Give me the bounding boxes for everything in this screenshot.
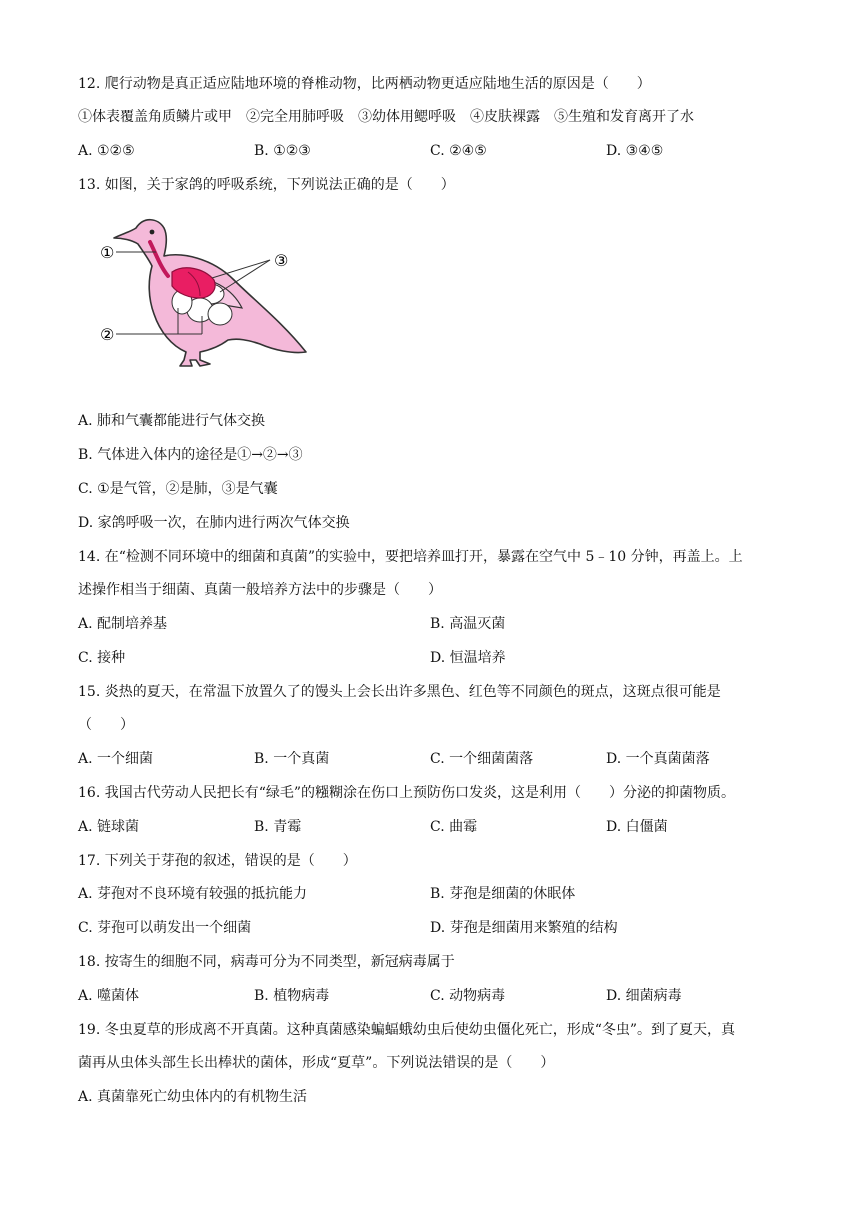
q17-option-a[interactable]: A. 芽孢对不良环境有较强的抵抗能力 xyxy=(78,886,308,902)
q15-option-c[interactable]: C. 一个细菌菌落 xyxy=(430,751,534,767)
q13-option-d[interactable]: D. 家鸽呼吸一次，在肺内进行两次气体交换 xyxy=(78,515,350,531)
q18-options xyxy=(78,986,782,1006)
q12-option-c[interactable]: C. ②④⑤ xyxy=(430,143,487,159)
figure-label-3: ③ xyxy=(274,251,289,270)
q17-options-row2 xyxy=(78,918,782,938)
q12-statements: ①体表覆盖角质鳞片或甲 ②完全用肺呼吸 ③幼体用鳃呼吸 ④皮肤裸露 ⑤生殖和发育离开了水 xyxy=(78,109,694,125)
q17-option-c[interactable]: C. 芽孢可以萌发出一个细菌 xyxy=(78,920,252,936)
q16-option-d[interactable]: D. 白僵菌 xyxy=(606,819,668,835)
q14-option-c[interactable]: C. 接种 xyxy=(78,650,126,666)
q12-option-a[interactable]: A. ①②⑤ xyxy=(78,143,135,159)
q17-option-b[interactable]: B. 芽孢是细菌的休眠体 xyxy=(430,886,576,902)
q19-stem-line2: 菌再从虫体头部生长出棒状的菌体，形成“夏草”。下列说法错误的是（ ） xyxy=(78,1055,555,1071)
q13-option-b[interactable]: B. 气体进入体内的途径是①→②→③ xyxy=(78,447,303,463)
q17-stem: 17. 下列关于芽孢的叙述，错误的是（ ） xyxy=(78,853,357,869)
q14-stem-line2: 述操作相当于细菌、真菌一般培养方法中的步骤是（ ） xyxy=(78,582,442,598)
q18-option-b[interactable]: B. 植物病毒 xyxy=(254,988,330,1004)
q16-stem: 16. 我国古代劳动人民把长有“绿毛”的糨糊涂在伤口上预防伤口发炎，这是利用（ ）分泌的抑菌物质。 xyxy=(78,785,736,801)
q14-stem-line1: 14. 在“检测不同环境中的细菌和真菌”的实验中，要把培养皿打开，暴露在空气中 5﹣10 分钟，再盖上。上 xyxy=(78,549,743,565)
q16-options xyxy=(78,817,782,837)
q13-option-c[interactable]: C. ①是气管，②是肺，③是气囊 xyxy=(78,481,278,497)
q18-option-d[interactable]: D. 细菌病毒 xyxy=(606,988,682,1004)
q16-option-a[interactable]: A. 链球菌 xyxy=(78,819,140,835)
q15-option-b[interactable]: B. 一个真菌 xyxy=(254,751,330,767)
q13-stem: 13. 如图，关于家鸽的呼吸系统，下列说法正确的是（ ） xyxy=(78,177,455,193)
q14-option-a[interactable]: A. 配制培养基 xyxy=(78,616,168,632)
q16-option-b[interactable]: B. 青霉 xyxy=(254,819,302,835)
q18-option-c[interactable]: C. 动物病毒 xyxy=(430,988,506,1004)
q15-option-a[interactable]: A. 一个细菌 xyxy=(78,751,154,767)
figure-label-2: ② xyxy=(100,325,115,344)
q19-option-a[interactable]: A. 真菌靠死亡幼虫体内的有机物生活 xyxy=(78,1089,308,1105)
figure-label-1: ① xyxy=(100,243,115,262)
q15-stem-line2: （ ） xyxy=(78,717,134,733)
q15-options xyxy=(78,749,782,769)
pigeon-respiratory-figure xyxy=(92,210,312,380)
q15-option-d[interactable]: D. 一个真菌菌落 xyxy=(606,751,710,767)
q12-option-b[interactable]: B. ①②③ xyxy=(254,143,311,159)
q14-option-d[interactable]: D. 恒温培养 xyxy=(430,650,506,666)
q14-options-row2 xyxy=(78,648,782,668)
q14-option-b[interactable]: B. 高温灭菌 xyxy=(430,616,506,632)
q16-option-c[interactable]: C. 曲霉 xyxy=(430,819,478,835)
q19-stem-line1: 19. 冬虫夏草的形成离不开真菌。这种真菌感染蝙蝠蛾幼虫后使幼虫僵化死亡，形成“冬虫”。到了夏天，真 xyxy=(78,1022,736,1038)
q12-stem: 12. 爬行动物是真正适应陆地环境的脊椎动物，比两栖动物更适应陆地生活的原因是（ ） xyxy=(78,76,651,92)
q17-option-d[interactable]: D. 芽孢是细菌用来繁殖的结构 xyxy=(430,920,618,936)
q18-stem: 18. 按寄生的细胞不同，病毒可分为不同类型，新冠病毒属于 xyxy=(78,954,455,970)
q17-options-row1 xyxy=(78,884,782,904)
q12-option-d[interactable]: D. ③④⑤ xyxy=(606,143,664,159)
q18-option-a[interactable]: A. 噬菌体 xyxy=(78,988,140,1004)
q13-option-a[interactable]: A. 肺和气囊都能进行气体交换 xyxy=(78,413,266,429)
q12-options xyxy=(78,141,782,161)
pigeon-icon xyxy=(92,210,312,380)
q14-options-row1 xyxy=(78,614,782,634)
q15-stem-line1: 15. 炎热的夏天，在常温下放置久了的馒头上会长出许多黑色、红色等不同颜色的斑点，这斑点很可能是 xyxy=(78,684,721,700)
